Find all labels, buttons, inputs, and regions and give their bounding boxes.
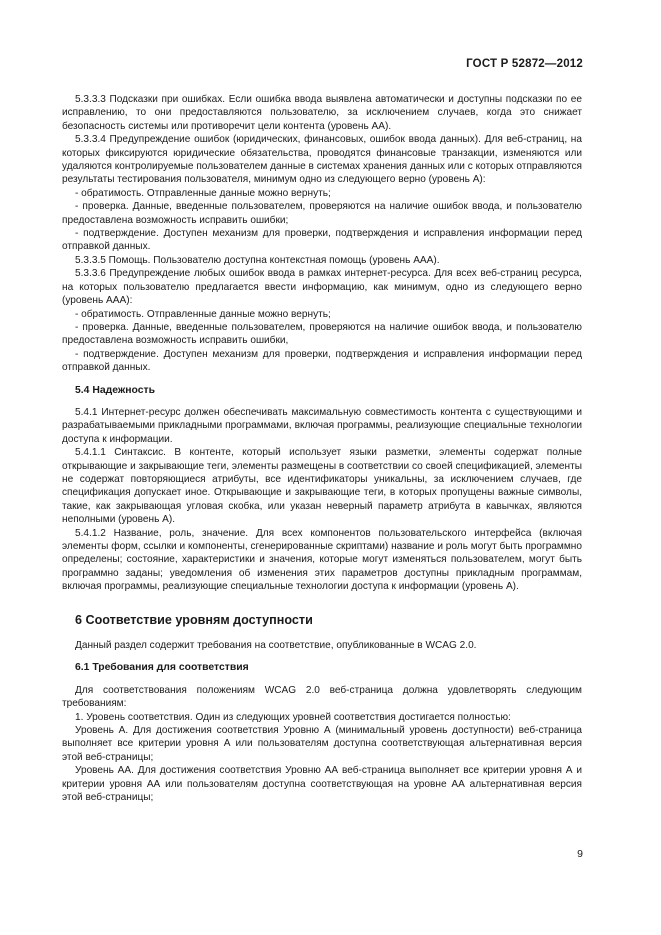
paragraph-level-a: Уровень А. Для достижения соответствия Уровню А (минимальный уровень доступности) веб-страница выполняет все критерии уровня А или пользователям доступна соответствующая альтернативная версия этой веб-страницы; <box>62 725 582 763</box>
paragraph-5-3-3-3: 5.3.3.3 Подсказки при ошибках. Если ошибка ввода выявлена автоматически и доступны подсказки по ее исправлению, то они предоставляются пользователю, за исключением случаев, когда это снижает безопасность системы или противоречит цели контента (уровень АА). <box>62 94 582 132</box>
document-body <box>62 93 582 805</box>
paragraph-level-conformance: 1. Уровень соответствия. Один из следующих уровней соответствия достигается полностью: <box>75 711 511 723</box>
paragraph-5-4-1: 5.4.1 Интернет-ресурс должен обеспечивать максимальную совместимость контента с существующими и разрабатываемыми прикладными программами, включая программы, реализующие специальные технологии доступа к информации. <box>62 406 582 445</box>
list-item: - обратимость. Отправленные данные можно вернуть; <box>75 308 331 320</box>
paragraph-level-aa: Уровень АА. Для достижения соответствия Уровню АА веб-страница выполняет все критерии уровня А и критерии уровня АА или пользователям доступна соответствующая на уровне АА альтернативная версия этой веб-страницы; <box>62 765 582 804</box>
paragraph-5-3-3-6: 5.3.3.6 Предупреждение любых ошибок ввода в рамках интернет-ресурса. Для всех веб-страниц ресурса, на которых пользователю предлагается ввести информацию, как минимум, одно из следующего верно (уровень ААА): <box>62 268 582 307</box>
paragraph-requirements: Для соответствования положениям WCAG 2.0 веб-страница должна удовлетворять следующим требованиям: <box>62 684 582 710</box>
page-number: 9 <box>577 848 583 860</box>
section-heading-6-1: 6.1 Требования для соответствия <box>75 662 249 674</box>
paragraph-section-intro: Данный раздел содержит требования на соответствие, опубликованные в WCAG 2.0. <box>75 640 477 652</box>
paragraph-5-3-3-5: 5.3.3.5 Помощь. Пользователю доступна контекстная помощь (уровень ААА). <box>75 254 440 266</box>
paragraph-5-4-1-1: 5.4.1.1 Синтаксис. В контенте, который использует языки разметки, элементы содержат полные открывающие и закрывающие теги, элементы размещены в соответствии со своей спецификацией, элементы не содержат повторяющиеся атрибуты, все идентификаторы уникальны, за исключением случаев, где спецификация допускает иное. Открывающие и закрывающие теги, в которых пропущены важные символы, такие, как закрывающая угловая скобка, или указан неверный параметр атрибута в кавычках, являются неполными (уровень А). <box>62 447 582 526</box>
list-item: - подтверждение. Доступен механизм для проверки, подтверждения и исправления информации перед отправкой данных. <box>62 348 582 374</box>
section-heading-5-4: 5.4 Надежность <box>75 384 155 396</box>
list-item: - проверка. Данные, введенные пользователем, проверяются на наличие ошибок ввода, и пользователю предоставлена возможность исправить ошибки, <box>62 321 582 347</box>
document-header: ГОСТ Р 52872—2012 <box>466 58 583 70</box>
paragraph-5-3-3-4: 5.3.3.4 Предупреждение ошибок (юридических, финансовых, ошибок ввода данных). Для веб-страниц, на которых фиксируются юридические обязательства, проводятся финансовые транзакции, изменяются или удаляются контролируемые пользователем данные в системах хранения данных или с которых отправляются результаты тестирования пользователя, минимум одно из следующего верно (уровень А): <box>62 134 582 186</box>
paragraph-5-4-1-2: 5.4.1.2 Название, роль, значение. Для всех компонентов пользовательского интерфейса (включая элементы форм, ссылки и компоненты, сгенерированные скриптами) название и роль могут быть программно определены; состояние, характеристики и значения, которые могут изменяться пользователем, могут быть программно заданы; уведомления об изменения этих параметров доступны прикладным программам, включая программы, реализующие специальные технологии доступа к информации (уровень А). <box>62 527 582 593</box>
list-item: - обратимость. Отправленные данные можно вернуть; <box>75 187 331 199</box>
list-item: - проверка. Данные, введенные пользователем, проверяются на наличие ошибок ввода, и пользователю предоставлена возможность исправить ошибки; <box>62 201 582 226</box>
section-heading-6: 6 Соответствие уровням доступности <box>75 612 313 627</box>
list-item: - подтверждение. Доступен механизм для проверки, подтверждения и исправления информации перед отправкой данных. <box>62 228 582 253</box>
